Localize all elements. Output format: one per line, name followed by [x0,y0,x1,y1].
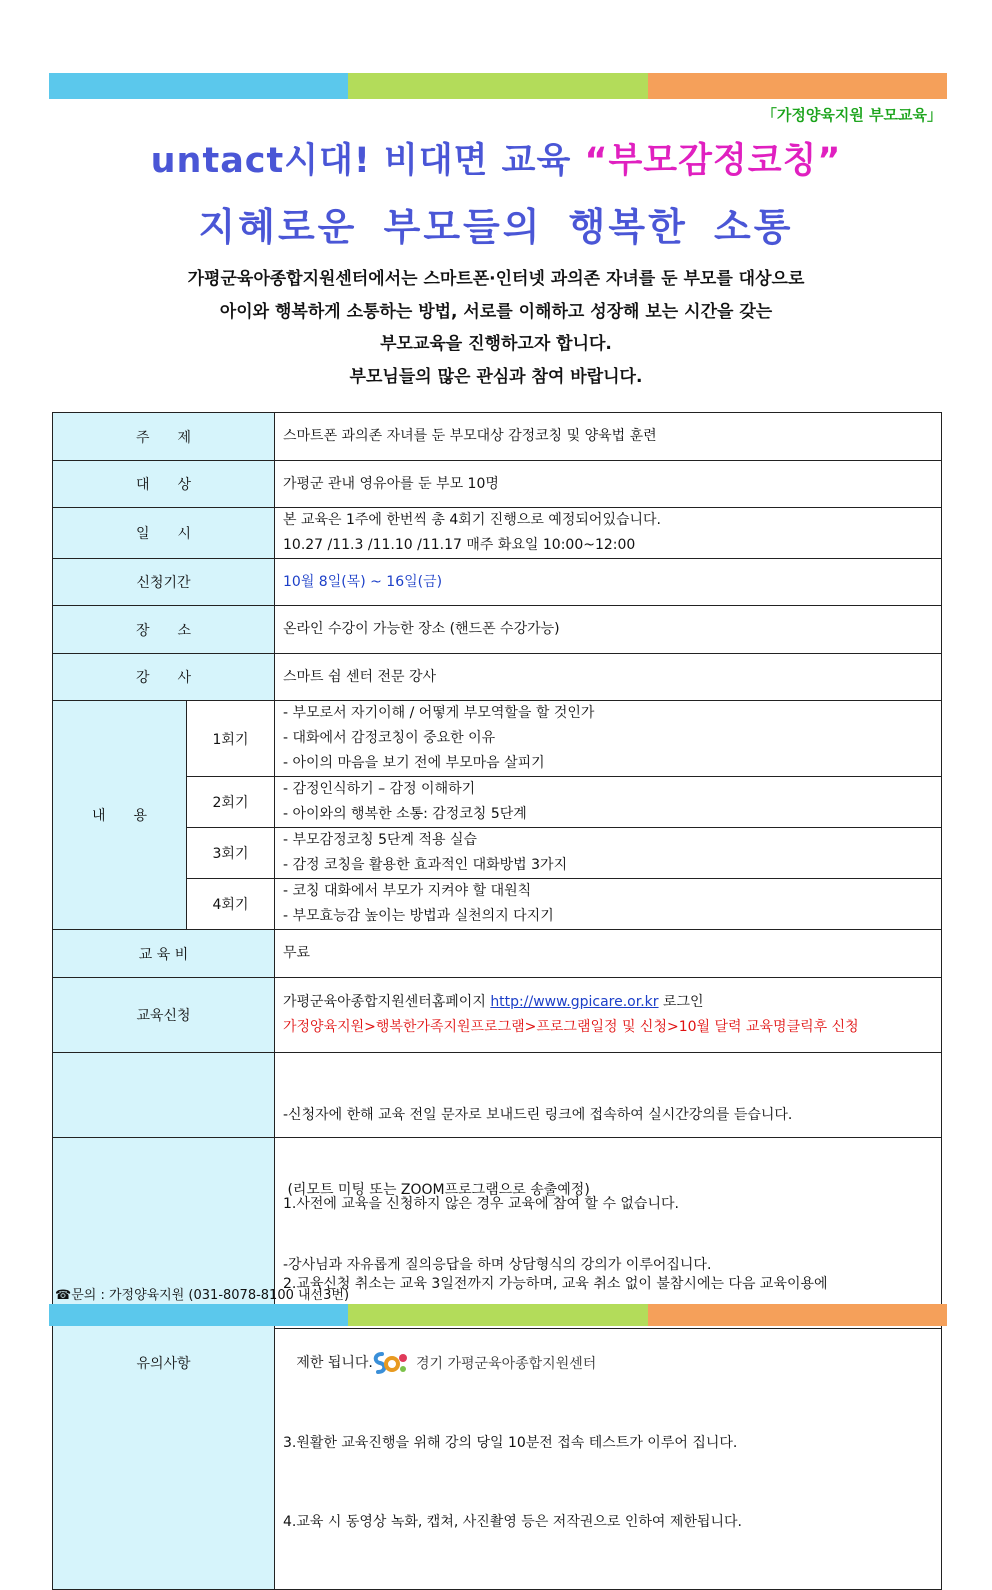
method-line: -강사님과 자유롭게 질의응답을 하며 상담형식의 강의가 이루어집니다. [283,1257,712,1273]
session-item: - 감정인식하기 – 감정 이해하기 [283,781,476,797]
intro-text [0,263,992,393]
intro-line: 부모님들의 많은 관심과 참여 바랍니다. [349,366,643,387]
session-item: - 부모감정코칭 5단계 적용 실습 [283,832,478,848]
target-value: 가평군 관내 영유아를 둔 부모 10명 [275,461,942,508]
date-line: 10.27 /11.3 /11.10 /11.17 매주 화요일 10:00~12:00 [283,537,636,553]
intro-line: 가평군육아종합지원센터에서는 스마트폰·인터넷 과의존 자녀를 둔 부모를 대상으로 [187,269,805,289]
signup-line [283,990,933,1015]
notes-line: 4.교육 시 동영상 녹화, 캡쳐, 사진촬영 등은 저작권으로 인하여 제한됩니다. [283,1514,742,1530]
date-value [275,508,942,559]
homepage-link[interactable]: http://www.gpicare.or.kr [490,994,659,1010]
topic-value: 스마트폰 과의존 자녀를 둔 부모대상 감정코칭 및 양육법 훈련 [275,413,942,461]
session-item: - 감정 코칭을 활용한 효과적인 대화방법 3가지 [283,857,568,873]
title-line-2: 지혜로운 부모들의 행복한 소통 [198,205,794,249]
method-line: -신청자에 한해 교육 전일 문자로 보내드린 링크에 접속하여 실시간강의를 듣습니다. [283,1107,793,1123]
session-item: - 코칭 대화에서 부모가 지켜야 할 대원칙 [283,883,532,899]
signup-prefix: 가평군육아종합지원센터홈페이지 [283,994,491,1010]
session-label: 1회기 [187,701,275,777]
apply-period-value: 10월 8일(목) ~ 16일(금) [275,559,942,606]
date-line: 본 교육은 1주에 한번씩 총 4회기 진행으로 예정되어있습니다. [283,512,661,528]
notes-label: 유의사항 [53,1138,275,1590]
logo-text: 경기 가평군육아종합지원센터 [416,1356,597,1372]
content-label: 내 용 [53,701,187,930]
notes-line: 2.교육신청 취소는 교육 3일전까지 가능하며, 교육 취소 없이 불참시에는 다음 교육이용에 [283,1275,828,1292]
session-items [275,879,942,930]
title-line-1 [0,133,992,183]
notes-line: 제한 됩니다. [283,1355,373,1371]
topic-label: 주 제 [53,413,275,461]
signup-label: 교육신청 [53,978,275,1053]
fee-value: 무료 [275,930,942,978]
top-color-bar [49,73,947,99]
title-prefix: untact시대! 비대면 교육 [150,141,585,181]
notes-line: 1.사전에 교육을 신청하지 않은 경우 교육에 참여 할 수 없습니다. [283,1196,679,1212]
session-label: 3회기 [187,828,275,879]
method-line: (리모트 미팅 또는 ZOOM프로그램으로 송출예정) [283,1182,590,1198]
session-item: - 부모효능감 높이는 방법과 실천의지 다지기 [283,908,554,924]
fee-label: 교 육 비 [53,930,275,978]
session-item: - 부모로서 자기이해 / 어떻게 부모역할을 할 것인가 [283,705,595,721]
intro-line: 부모교육을 진행하고자 합니다. [380,334,612,354]
title-highlight: “부모감정코칭” [584,141,842,181]
date-label: 일 시 [53,508,275,559]
session-item: - 아이와의 행복한 소통: 감정코칭 5단계 [283,806,527,822]
program-tag: 「가정양육지원 부모교육」 [761,106,942,124]
session-items [275,777,942,828]
intro-line: 아이와 행복하게 소통하는 방법, 서로를 이해하고 성장해 보는 시간을 갖는 [219,301,773,322]
logo-icon [370,1350,410,1376]
signup-path: 가정양육지원>행복한가족지원프로그램>프로그램일정 및 신청>10월 달력 교육명클릭후 신청 [283,1019,859,1035]
lecturer-value: 스마트 쉼 센터 전문 강사 [275,654,942,701]
session-items [275,701,942,777]
apply-period-label: 신청기간 [53,559,275,606]
session-items [275,828,942,879]
lecturer-label: 강 사 [53,654,275,701]
session-label: 4회기 [187,879,275,930]
place-label: 장 소 [53,606,275,654]
session-item: - 아이의 마음을 보기 전에 부모마음 살피기 [283,755,545,771]
bottom-color-bar [49,1304,947,1326]
notes-line: 3.원활한 교육진행을 위해 강의 당일 10분전 접속 테스트가 이루어 집니다. [283,1434,738,1451]
signup-value [275,978,942,1053]
session-item: - 대화에서 감정코칭이 중요한 이유 [283,730,496,746]
contact-info: ☎문의 : 가정양육지원 (031-8078-8100 내선3번) [55,1288,350,1303]
center-logo [370,1350,596,1376]
signup-suffix: 로그인 [658,994,704,1010]
place-value: 온라인 수강이 가능한 장소 (핸드폰 수강가능) [275,606,942,654]
session-label: 2회기 [187,777,275,828]
target-label: 대 상 [53,461,275,508]
